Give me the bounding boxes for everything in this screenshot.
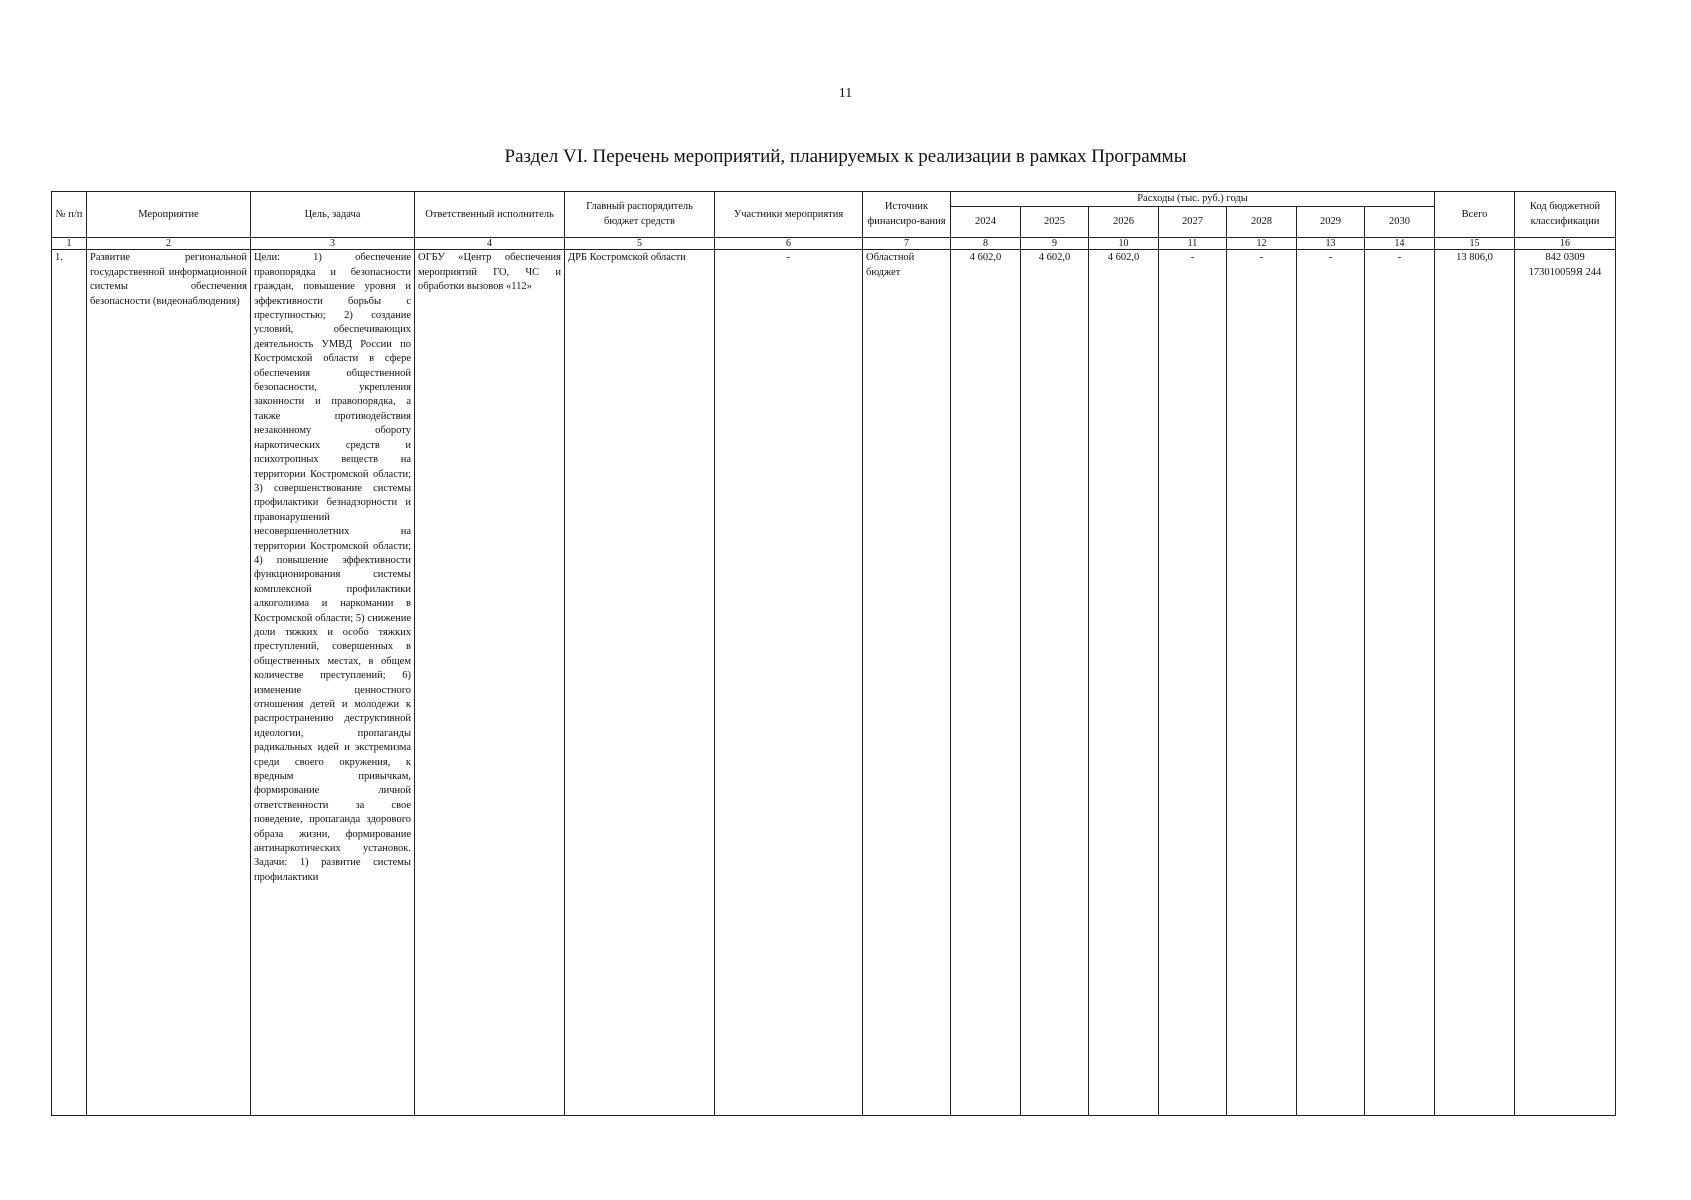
events-table [51,191,1616,1116]
header-manager: Главный распорядитель бюджет средств [565,192,715,238]
row-manager: ДРБ Костромской области [565,250,715,1116]
column-number: 12 [1227,238,1297,250]
header-year: 2026 [1089,207,1159,238]
column-number: 16 [1515,238,1616,250]
row-goal [251,250,415,1116]
row-value: 4 602,0 [951,250,1021,1116]
column-number: 4 [415,238,565,250]
row-source: Областной бюджет [863,250,951,1116]
header-year: 2024 [951,207,1021,238]
table-row [52,250,1616,1116]
column-number: 9 [1021,238,1089,250]
header-year: 2028 [1227,207,1297,238]
column-number: 15 [1435,238,1515,250]
header-year: 2030 [1365,207,1435,238]
header-event: Мероприятие [87,192,251,238]
header-code: Код бюджетной классификации [1515,192,1616,238]
column-number: 8 [951,238,1021,250]
header-source: Источник финансиро-вания [863,192,951,238]
row-value: - [1227,250,1297,1116]
header-year: 2025 [1021,207,1089,238]
header-row [52,192,1616,207]
header-goal: Цель, задача [251,192,415,238]
row-value: 4 602,0 [1021,250,1089,1116]
column-number: 11 [1159,238,1227,250]
header-executor: Ответственный исполнитель [415,192,565,238]
column-number: 6 [715,238,863,250]
section-title: Раздел VI. Перечень мероприятий, планируемых к реализации в рамках Программы [504,146,1187,167]
row-value: - [1297,250,1365,1116]
header-year: 2027 [1159,207,1227,238]
header-year: 2029 [1297,207,1365,238]
row-code: 842 0309 173010059Я 244 [1515,250,1616,1116]
column-number: 10 [1089,238,1159,250]
column-number: 5 [565,238,715,250]
row-executor: ОГБУ «Центр обеспечения мероприятий ГО, ЧС и обработки вызовов «112» [415,250,565,1116]
header-expenses: Расходы (тыс. руб.) годы [951,192,1435,207]
row-value: - [1159,250,1227,1116]
row-goal-text: Цели: 1) обеспечение правопорядка и безопасности граждан, повышение уровня и эффективности борьбы с преступностью; 2) создание условий, обеспечивающих деятельность УМВД России по Костромской области в сфере обеспечения общественной безопасности, укрепления законности и правопорядка, а также противодействия незаконному обороту наркотических средств и психотропных веществ на территории Костромской области; 3) совершенствование системы профилактики безнадзорности и правонарушений несовершеннолетних на территории Костромской области; 4) повышение эффективности функционирования системы комплексной профилактики алкоголизма и наркомании в Костромской области; 5) снижение доли тяжких и особо тяжких преступлений, совершенных в общественных местах, в общем количестве преступлений; 6) изменение ценностного отношения детей и молодежи к распространению деструктивной идеологии, пропаганды радикальных идей и экстремизма среди своего окружения, к вредным привычкам, формирование личной ответственности за свое поведение, пропаганда здорового образа жизни, формирование антинаркотических установок. Задачи: 1) развитие системы профилактики [254,252,411,883]
row-total: 13 806,0 [1435,250,1515,1116]
column-number: 14 [1365,238,1435,250]
row-value: 4 602,0 [1089,250,1159,1116]
column-numbers-row [52,238,1616,250]
page-number: 11 [838,86,853,101]
header-participants: Участники мероприятия [715,192,863,238]
row-participants: - [715,250,863,1116]
header-total: Всего [1435,192,1515,238]
column-number: 1 [52,238,87,250]
row-event: Развитие региональной государственной информационной системы обеспечения безопасности (видеонаблюдения) [87,250,251,1116]
column-number: 3 [251,238,415,250]
row-value: - [1365,250,1435,1116]
column-number: 7 [863,238,951,250]
column-number: 2 [87,238,251,250]
column-number: 13 [1297,238,1365,250]
header-num: № п/п [52,192,87,238]
row-num: 1. [52,250,87,1116]
